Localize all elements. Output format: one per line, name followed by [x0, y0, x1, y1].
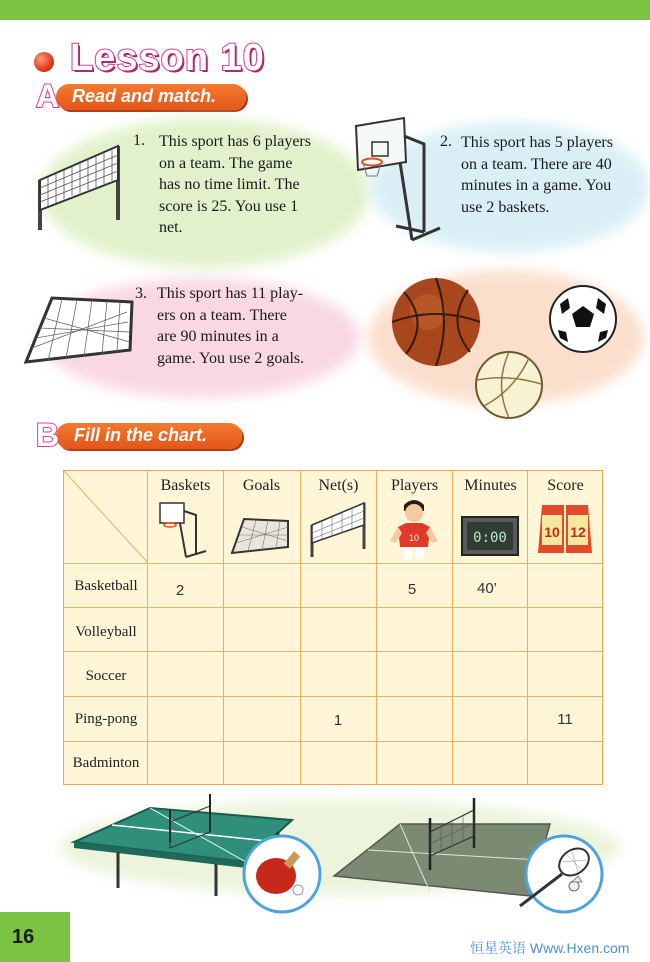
chart-grid-line [64, 563, 602, 564]
chart-grid-line [527, 471, 528, 784]
top-color-bar [0, 0, 650, 20]
net-small-icon [308, 499, 368, 557]
soccer-ball-icon [548, 284, 618, 354]
exercise-1-text: This sport has 6 players on a team. The game has no time limit. The score is 25. You use 1 net. [159, 133, 311, 236]
exercise-2-text: This sport has 5 players on a team. There are 40 minutes in a game. You use 2 baskets. [461, 134, 613, 216]
chart-grid-line [64, 741, 602, 742]
exercise-1-number: 1. [133, 132, 145, 149]
basket-hoop-small-icon [156, 501, 214, 559]
flip-score-icon [534, 501, 596, 557]
volleyball-ball-icon [474, 350, 544, 420]
chart-grid-line [64, 651, 602, 652]
row-header-badminton: Badminton [72, 755, 140, 771]
exercise-2-number: 2. [440, 133, 452, 150]
column-header-score: Score [547, 477, 584, 494]
badminton-racket-icon [516, 832, 606, 916]
cell-basketball-baskets[interactable]: 2 [175, 582, 185, 599]
cell-basketball-players[interactable]: 5 [407, 581, 417, 598]
row-header-ping-pong: Ping-pong [74, 711, 138, 727]
flip-score-left: 10 [544, 524, 560, 540]
column-header-players: Players [390, 477, 439, 494]
chart-grid-line [64, 696, 602, 697]
ping-pong-paddle-icon [240, 832, 324, 916]
column-header-nets: Net(s) [318, 477, 359, 494]
row-header-soccer: Soccer [85, 668, 127, 684]
chart-grid-line [223, 471, 224, 784]
column-header-minutes: Minutes [464, 477, 517, 494]
chart-grid-line [64, 607, 602, 608]
chart-grid-line [300, 471, 301, 784]
section-b-letter: B [36, 417, 60, 453]
page-number-box [0, 912, 70, 962]
lesson-title: Lesson 10 [70, 37, 265, 79]
basketball-hoop-icon [352, 116, 442, 244]
goal-small-icon [230, 515, 292, 557]
section-b-label: Fill in the chart. [74, 425, 208, 445]
basketball-ball-icon [390, 276, 482, 368]
cell-basketball-minutes[interactable]: 40’ [476, 580, 498, 597]
exercise-3-number: 3. [135, 285, 147, 302]
player-icon [386, 497, 442, 559]
chart-grid-line [452, 471, 453, 784]
player-number: 10 [408, 533, 420, 543]
row-header-volleyball: Volleyball [75, 624, 137, 640]
section-a-label: Read and match. [72, 86, 217, 106]
chart-corner-diagonal [64, 471, 148, 563]
fill-in-chart [63, 470, 603, 785]
column-header-baskets: Baskets [160, 477, 211, 494]
column-header-goals: Goals [242, 477, 281, 494]
exercise-3-text: This sport has 11 play- ers on a team. There are 90 minutes in a game. You use 2 goals. [157, 285, 305, 367]
section-a-letter: A [36, 78, 60, 114]
bullet-icon [34, 52, 54, 72]
cell-ping-pong-score[interactable]: 11 [557, 711, 573, 728]
volleyball-net-icon [34, 140, 124, 232]
scoreboard-digits: 0:00 [473, 530, 507, 546]
soccer-goal-icon [22, 292, 138, 370]
scoreboard-icon [460, 515, 520, 557]
flip-score-right: 12 [570, 524, 586, 540]
cell-ping-pong-nets[interactable]: 1 [333, 712, 343, 729]
page-number: 16 [12, 926, 35, 948]
chart-grid-line [376, 471, 377, 784]
watermark: 恒星英语 Www.Hxen.com [470, 940, 630, 956]
row-header-basketball: Basketball [74, 578, 138, 594]
